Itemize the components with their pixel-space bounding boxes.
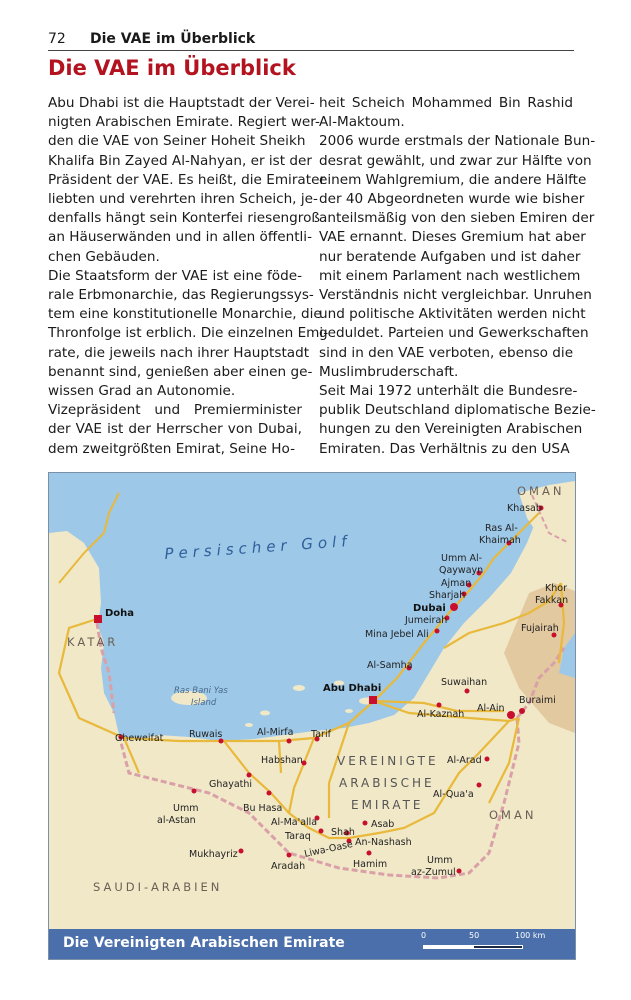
running-title: Die VAE im Überblick: [90, 31, 256, 47]
text-line: rale Erbmonarchie, das Regierungssys-: [48, 287, 314, 304]
umm-al-astan-label-2: al-Astan: [157, 815, 196, 826]
island: [345, 709, 353, 713]
text-line: VAE ernannt. Dieses Gremium hat aber: [319, 229, 586, 246]
ruwais-label: Ruwais: [189, 729, 223, 740]
umm-az-zumul-label-1: Umm: [427, 855, 453, 866]
text-line: tem eine konstitutionelle Monarchie, die: [48, 306, 322, 323]
fujairah-label: Fujairah: [521, 623, 559, 634]
umm-az-zumul-marker: [457, 869, 462, 874]
suwaihan-marker: [465, 689, 470, 694]
right-text-column: [319, 94, 596, 459]
text-line: nur beratende Aufgaben und ist daher: [319, 248, 581, 265]
text-line: Abu Dhabi ist die Hauptstadt der Verei-: [48, 95, 315, 111]
text-line: anteilsmäßig von den sieben Emiren der: [319, 210, 595, 227]
habshan-label: Habshan: [261, 755, 303, 766]
text-line: rate, die jeweils nach ihrer Hauptstadt: [48, 344, 310, 361]
map-scale: [419, 931, 569, 957]
al-mirfa-label: Al-Mirfa: [257, 727, 294, 738]
island: [260, 711, 270, 716]
scale-bar-segment: [423, 945, 473, 949]
text-line: Thronfolge ist erblich. Die einzelnen Emi-: [48, 325, 329, 342]
text-line: Präsident der VAE. Es heißt, die Emirater: [48, 171, 326, 188]
mina-jebel-ali-label: Mina Jebel Ali: [365, 629, 429, 640]
text-line: liebten und verehrten ihren Scheich, je-: [48, 191, 318, 208]
al-samha-label: Al-Samha: [367, 660, 413, 671]
mina-jebel-ali-marker: [435, 629, 440, 634]
text-line: publik Deutschland diplomatische Bezie-: [319, 402, 596, 419]
text-line: heit Scheich Mohammed Bin Rashid: [319, 95, 573, 111]
hamim-label: Hamim: [353, 859, 388, 870]
aradah-label: Aradah: [271, 861, 306, 872]
text-line: Seit Mai 1972 unterhält die Bundesre-: [319, 383, 578, 400]
map-graphic: [49, 473, 575, 929]
ajman-label: Ajman: [441, 578, 472, 589]
shah-label: Shah: [331, 827, 355, 838]
al-maalla-label: Al-Ma'alla: [271, 817, 318, 828]
page-header: [48, 30, 574, 51]
paragraph: [48, 401, 302, 459]
al-kaznah-marker: [437, 703, 442, 708]
map-caption-bar: [49, 929, 575, 959]
text-line: einem Wahlgremium, die andere Hälfte: [319, 171, 587, 188]
an-nashash-label: An-Nashash: [355, 837, 412, 848]
page-title: Die VAE im Überblick: [48, 56, 296, 80]
buraimi-marker: [519, 708, 525, 714]
text-line: der VAE ist der Herrscher von Dubai,: [48, 421, 302, 438]
umm-az-zumul-label-2: az-Zumul: [411, 867, 456, 878]
scale-label-0: 0: [421, 931, 427, 940]
oman-east-label: OMAN: [489, 808, 537, 822]
island: [245, 723, 253, 727]
liwa-oase-label: Liwa-Oase: [303, 838, 354, 860]
umm-al-astan-label-1: Umm: [173, 803, 199, 814]
doha-marker: [94, 615, 102, 623]
al-mirfa-marker: [287, 739, 292, 744]
ras-al-khaimah-label-1: Ras Al-: [485, 523, 518, 534]
paragraph: [48, 267, 329, 401]
text-line: 2006 wurde erstmals der Nationale Bun-: [319, 133, 596, 150]
khor-fakkan-label-2: Fakkan: [535, 595, 569, 606]
uae-map: [48, 472, 576, 960]
paragraph: [319, 382, 596, 459]
text-line: Muslimbruderschaft.: [319, 363, 459, 380]
text-line: wissen Grad an Autonomie.: [48, 383, 236, 400]
text-line: Khalifa Bin Zayed Al-Nahyan, er ist der: [48, 152, 312, 169]
text-line: der 40 Abgeordneten wurde wie bisher: [319, 191, 585, 208]
umm-al-astan-marker: [192, 789, 197, 794]
text-line: Emiraten. Das Verhältnis zu den USA: [319, 440, 570, 457]
scale-label-50: 50: [469, 931, 480, 940]
al-arad-marker: [485, 757, 490, 762]
page-number: 72: [48, 31, 66, 47]
doha-label: Doha: [105, 608, 135, 619]
al-kaznah-label: Al-Kaznah: [417, 709, 465, 720]
text-line: an Häuserwänden und in allen öffentli-: [48, 229, 312, 246]
al-qua-marker: [477, 783, 482, 788]
buraimi-label: Buraimi: [519, 695, 556, 706]
jumeirah-label: Jumeirah: [405, 615, 448, 626]
bu-hasa-marker: [267, 791, 272, 796]
mukhayriz-marker: [239, 849, 244, 854]
asab-marker: [363, 821, 368, 826]
gheweifat-label: Gheweifat: [115, 733, 164, 744]
tarif-label: Tarif: [311, 729, 331, 740]
al-qua-label: Al-Qua'a: [433, 789, 474, 800]
aradah-marker: [287, 853, 292, 858]
mukhayriz-label: Mukhayriz: [189, 849, 238, 860]
text-line: und politische Aktivitäten werden nicht: [319, 306, 586, 323]
text-line: den die VAE von Seiner Hoheit Sheikh: [48, 133, 306, 150]
dubai-label: Dubai: [413, 603, 446, 614]
saudi-label: SAUDI-ARABIEN: [93, 880, 223, 894]
text-line: dem zweitgrößten Emirat, Seine Ho-: [48, 440, 295, 457]
paragraph: [48, 94, 326, 267]
dubai-marker: [450, 603, 458, 611]
al-ain-label: Al-Ain: [477, 703, 505, 714]
suwaihan-label: Suwaihan: [441, 677, 488, 688]
al-ain-marker: [507, 711, 515, 719]
text-line: geduldet. Parteien und Gewerkschaften: [319, 325, 589, 342]
scale-bar-segment: [473, 945, 523, 949]
abu-dhabi-label: Abu Dhabi: [323, 683, 382, 694]
island: [293, 685, 305, 691]
ras-al-khaimah-label-2: Khaimah: [479, 535, 521, 546]
island-label-1: Ras Bani Yas: [174, 686, 228, 696]
uae-label-2: ARABISCHE: [339, 776, 435, 790]
sea-label: Persischer Golf: [163, 531, 353, 563]
ghayathi-marker: [247, 773, 252, 778]
text-line: Al-Maktoum.: [319, 114, 405, 131]
text-line: mit einem Parlament nach westlichem: [319, 267, 581, 284]
island-label-2: Island: [191, 698, 217, 708]
uae-label-3: EMIRATE: [351, 798, 424, 812]
umm-al-qaywayn-label-1: Umm Al-: [441, 553, 483, 564]
katar-label: KATAR: [67, 635, 119, 649]
paragraph: [319, 94, 573, 132]
uae-label-1: VEREINIGTE: [337, 754, 439, 768]
taraq-marker: [319, 829, 324, 834]
al-arad-label: Al-Arad: [447, 755, 482, 766]
text-line: Verständnis nicht vergleichbar. Unruhen: [319, 287, 592, 304]
khor-fakkan-label-1: Khor: [545, 583, 567, 594]
taraq-label: Taraq: [285, 831, 311, 842]
left-text-column: [48, 94, 329, 459]
paragraph: [319, 132, 596, 382]
text-line: sind in den VAE verboten, ebenso die: [319, 344, 574, 361]
text-line: hungen zu den Vereinigten Arabischen: [319, 421, 583, 438]
text-line: benannt sind, genießen aber einen ge-: [48, 363, 313, 380]
umm-al-qaywayn-label-2: Qaywayn: [439, 565, 484, 576]
oman-north-label: OMAN: [517, 484, 565, 498]
abu-dhabi-marker: [369, 696, 377, 704]
bu-hasa-label: Bu Hasa: [243, 803, 283, 814]
asab-label: Asab: [371, 819, 395, 830]
text-line: Die Staatsform der VAE ist eine föde-: [48, 267, 302, 284]
khasab-label: Khasab: [507, 503, 542, 514]
sharjah-label: Sharjah: [429, 590, 466, 601]
ghayathi-label: Ghayathi: [209, 779, 253, 790]
map-caption: Die Vereinigten Arabischen Emirate: [63, 935, 345, 951]
hamim-marker: [367, 851, 372, 856]
text-line: chen Gebäuden.: [48, 248, 160, 265]
text-line: Vizepräsident und Premierminister: [48, 402, 302, 419]
text-line: desrat gewählt, und zwar zur Hälfte von: [319, 152, 592, 169]
scale-label-100: 100 km: [515, 931, 546, 940]
text-line: nigten Arabischen Emirate. Regiert wer-: [48, 114, 320, 131]
text-line: denfalls hängt sein Konterfei riesengroß: [48, 210, 320, 227]
